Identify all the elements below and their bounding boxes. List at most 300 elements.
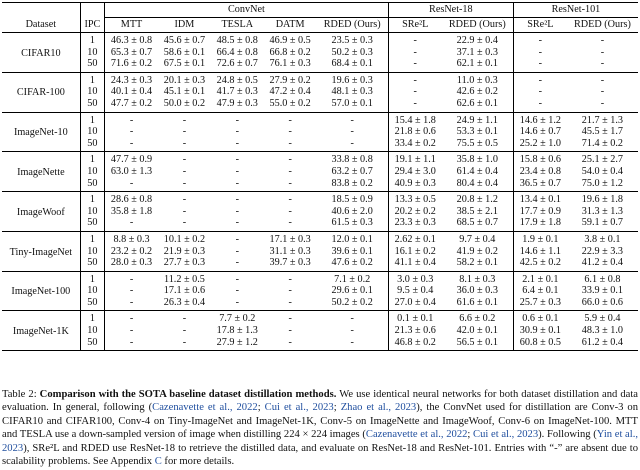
cell-rded-r18: 36.0 ± 0.3	[442, 285, 514, 297]
cell-idm: 17.1 ± 0.6	[163, 285, 206, 297]
dataset-name: ImageNette	[2, 152, 80, 192]
dataset-name: CIFAR-100	[2, 72, 80, 112]
ipc-value: 50	[80, 138, 104, 152]
cell-sre2l-r101: 14.6 ± 0.7	[519, 126, 561, 138]
cell-rded-r18: 9.7 ± 0.4	[442, 231, 514, 245]
ipc-value: 1	[80, 33, 104, 47]
cell-datm: -	[288, 296, 292, 308]
cell-rded-r18: 6.6 ± 0.2	[442, 311, 514, 325]
cell-rded-convnet: -	[317, 337, 389, 351]
table-caption	[2, 388, 638, 468]
cell-rded-convnet: 61.5 ± 0.3	[317, 217, 389, 231]
cell-sre2l-r18: 16.1 ± 0.2	[394, 245, 436, 257]
cell-rded-r18: 61.4 ± 0.4	[442, 166, 514, 178]
cell-sre2l-r18: 21.8 ± 0.6	[394, 126, 436, 138]
cell-datm: -	[288, 285, 292, 297]
cell-tesla: 48.5 ± 0.8	[216, 35, 258, 46]
cell-sre2l-r18: 19.1 ± 1.1	[394, 154, 436, 166]
ipc-value: 10	[80, 166, 104, 178]
cell-mtt: -	[129, 296, 134, 308]
cell-sre2l-r18: 46.8 ± 0.2	[394, 336, 436, 348]
table-row	[2, 166, 638, 178]
table-row	[2, 285, 638, 297]
citation-link[interactable]: Cazenavette et al., 2022	[152, 402, 258, 414]
cell-rded-r101: 45.5 ± 1.7	[581, 126, 624, 138]
cell-sre2l-r101: 23.4 ± 0.8	[519, 165, 561, 177]
cell-rded-convnet: 50.2 ± 0.2	[317, 297, 389, 311]
cell-rded-r101: 22.9 ± 3.3	[581, 245, 624, 257]
cell-sre2l-r18: 27.0 ± 0.4	[394, 296, 436, 308]
cell-idm: 50.0 ± 0.2	[163, 97, 206, 109]
cell-rded-convnet: 40.6 ± 2.0	[317, 206, 389, 218]
cell-rded-convnet: 18.5 ± 0.9	[317, 192, 389, 206]
table-column-header	[2, 18, 638, 33]
cell-rded-r101: 59.1 ± 0.7	[581, 217, 624, 229]
cell-rded-r18: 42.0 ± 0.1	[442, 325, 514, 337]
cell-sre2l-r18: 3.0 ± 0.3	[397, 273, 434, 285]
cell-rded-r18: 61.6 ± 0.1	[442, 297, 514, 311]
table-row	[2, 98, 638, 112]
cell-tesla: -	[235, 114, 239, 126]
caption-text: ), SRe²L and RDED use ResNet-18 to retrieve the distilled data, and evaluate on ResNet-18 and ResNet-101. Entries with “-” are absent due to scalability problems. See Appendix	[2, 442, 638, 468]
cell-tesla: -	[235, 126, 239, 138]
cell-datm: -	[288, 336, 292, 348]
header-rded-r101: RDED (Ours)	[573, 19, 631, 31]
cell-datm: -	[288, 126, 292, 138]
cell-idm: -	[182, 336, 187, 348]
ipc-value: 1	[80, 72, 104, 86]
table-body	[2, 33, 638, 351]
dataset-name: ImageNet-10	[2, 112, 80, 152]
dataset-name: Tiny-ImageNet	[2, 231, 80, 271]
caption-text: We use identical neural networks for both dataset distillation and data evaluation. In general, following (	[2, 389, 638, 414]
cell-tesla: -	[235, 217, 239, 229]
header-idm: IDM	[174, 19, 195, 31]
cell-sre2l-r101: 30.9 ± 0.1	[519, 325, 561, 337]
cell-mtt: -	[129, 273, 134, 285]
ipc-value: 50	[80, 297, 104, 311]
ipc-value: 10	[80, 206, 104, 218]
cell-sre2l-r18: -	[413, 35, 417, 46]
cell-mtt: 71.6 ± 0.2	[110, 58, 153, 70]
cell-idm: 21.9 ± 0.3	[163, 245, 206, 257]
cell-datm: -	[288, 177, 292, 189]
table-row	[2, 33, 638, 47]
cell-tesla: 47.9 ± 0.3	[216, 97, 258, 109]
table-row	[2, 311, 638, 325]
cell-tesla: 24.8 ± 0.5	[216, 74, 258, 86]
ipc-value: 50	[80, 178, 104, 192]
table-row	[2, 112, 638, 126]
table-row	[2, 138, 638, 152]
cell-rded-r18: 58.2 ± 0.1	[442, 257, 514, 271]
cell-sre2l-r101: 17.7 ± 0.9	[519, 205, 561, 217]
cell-datm: 27.9 ± 0.2	[269, 74, 311, 86]
cell-rded-r18: 20.8 ± 1.2	[442, 192, 514, 206]
table-row	[2, 152, 638, 166]
cell-sre2l-r18: 20.2 ± 0.2	[394, 205, 436, 217]
cell-sre2l-r101: -	[538, 35, 543, 46]
cell-rded-r18: 8.1 ± 0.3	[442, 271, 514, 285]
cell-sre2l-r101: -	[538, 74, 543, 86]
cell-tesla: -	[235, 285, 239, 297]
cell-rded-convnet: 19.6 ± 0.3	[317, 72, 389, 86]
cell-sre2l-r18: 21.3 ± 0.6	[394, 325, 436, 337]
ipc-value: 1	[80, 271, 104, 285]
cell-sre2l-r101: 42.5 ± 0.2	[519, 257, 561, 269]
header-rded-convnet: RDED (Ours)	[317, 18, 389, 33]
cell-rded-convnet: 39.6 ± 0.1	[317, 246, 389, 258]
header-dataset: Dataset	[2, 18, 80, 33]
cell-idm: -	[182, 217, 187, 229]
table-row	[2, 231, 638, 245]
cell-sre2l-r101: -	[538, 97, 543, 109]
cell-rded-r18: 24.9 ± 1.1	[442, 112, 514, 126]
cell-idm: 27.7 ± 0.3	[163, 257, 206, 269]
cell-mtt: -	[129, 325, 134, 337]
cell-idm: -	[182, 325, 187, 337]
header-sre2l-r18: SRe²L	[402, 19, 429, 31]
cell-rded-r18: 37.1 ± 0.3	[442, 47, 514, 59]
dataset-name: CIFAR10	[2, 33, 80, 73]
cell-rded-convnet: -	[317, 112, 389, 126]
caption-text: ;	[257, 402, 265, 414]
cell-rded-convnet: 47.6 ± 0.2	[317, 257, 389, 271]
cell-rded-r101: -	[600, 74, 605, 86]
table-row	[2, 271, 638, 285]
cell-datm: -	[288, 165, 292, 177]
cell-tesla: 72.6 ± 0.7	[216, 58, 258, 70]
cell-datm: -	[288, 137, 292, 149]
cell-tesla: 7.7 ± 0.2	[219, 313, 256, 325]
cell-idm: -	[182, 154, 187, 166]
cell-tesla: -	[235, 205, 239, 217]
table-row	[2, 337, 638, 351]
table-row	[2, 325, 638, 337]
dataset-name: ImageNet-100	[2, 271, 80, 311]
cell-sre2l-r101: 14.6 ± 1.2	[519, 114, 561, 126]
cell-tesla: -	[235, 154, 239, 166]
table-row	[2, 257, 638, 271]
cell-tesla: 17.8 ± 1.3	[216, 325, 258, 337]
cell-rded-r101: 31.3 ± 1.3	[581, 205, 624, 217]
cell-datm: 55.0 ± 0.2	[269, 97, 311, 109]
cell-tesla: -	[235, 296, 239, 308]
cell-rded-r101: 54.0 ± 0.4	[581, 165, 624, 177]
cell-sre2l-r18: -	[413, 97, 417, 109]
cell-mtt: 28.0 ± 0.3	[110, 257, 153, 269]
cell-rded-r18: 80.4 ± 0.4	[442, 178, 514, 192]
ipc-value: 10	[80, 325, 104, 337]
cell-rded-convnet: 50.2 ± 0.3	[317, 47, 389, 59]
cell-mtt: -	[129, 336, 134, 348]
cell-rded-convnet: -	[317, 325, 389, 337]
cell-rded-convnet: 57.0 ± 0.1	[317, 98, 389, 112]
caption-text: ;	[467, 429, 474, 441]
table-row	[2, 178, 638, 192]
cell-sre2l-r101: 0.6 ± 0.1	[522, 313, 559, 325]
cell-sre2l-r18: -	[413, 74, 417, 86]
cell-rded-r101: 75.0 ± 1.2	[581, 177, 624, 189]
cell-idm: -	[182, 114, 187, 126]
cell-sre2l-r18: 13.3 ± 0.5	[394, 194, 436, 206]
cell-mtt: 47.7 ± 0.2	[110, 97, 153, 109]
cell-rded-convnet: 68.4 ± 0.1	[317, 58, 389, 72]
citation-link[interactable]: Yin et al., 2023	[2, 429, 639, 454]
cell-rded-r18: 62.1 ± 0.1	[442, 58, 514, 72]
cell-tesla: -	[235, 165, 239, 177]
cell-idm: 26.3 ± 0.4	[163, 296, 206, 308]
cell-datm: -	[288, 217, 292, 229]
cell-mtt: -	[129, 217, 134, 229]
cell-rded-r101: 66.0 ± 0.6	[581, 296, 624, 308]
header-ipc: IPC	[80, 18, 104, 33]
ipc-value: 50	[80, 98, 104, 112]
cell-sre2l-r18: 40.9 ± 0.3	[394, 177, 436, 189]
header-rded-r18: RDED (Ours)	[442, 18, 514, 33]
cell-datm: 66.8 ± 0.2	[269, 46, 311, 58]
header-mtt: MTT	[120, 19, 143, 31]
cell-tesla: 27.9 ± 1.2	[216, 336, 258, 348]
ipc-value: 10	[80, 285, 104, 297]
cell-sre2l-r18: -	[413, 46, 417, 58]
table-row	[2, 206, 638, 218]
cell-datm: -	[288, 194, 292, 206]
cell-sre2l-r18: 41.1 ± 0.4	[394, 257, 436, 269]
cell-rded-r101: -	[600, 97, 605, 109]
cell-mtt: 46.3 ± 0.8	[110, 35, 153, 46]
ipc-value: 10	[80, 86, 104, 98]
cell-rded-r18: 42.6 ± 0.2	[442, 86, 514, 98]
cell-idm: 20.1 ± 0.3	[163, 74, 206, 86]
cell-rded-r18: 75.5 ± 0.5	[442, 138, 514, 152]
citation-link[interactable]: Zhao et al., 2023	[340, 402, 417, 414]
cell-tesla: -	[235, 137, 239, 149]
cell-sre2l-r18: 33.4 ± 0.2	[394, 137, 436, 149]
cell-datm: 17.1 ± 0.3	[269, 233, 311, 245]
ipc-value: 10	[80, 126, 104, 138]
cell-rded-r18: 53.3 ± 0.1	[442, 126, 514, 138]
cell-rded-r101: 19.6 ± 1.8	[581, 194, 624, 206]
cell-sre2l-r101: 60.8 ± 0.5	[519, 336, 561, 348]
table-group-header	[2, 3, 638, 18]
cell-mtt: 24.3 ± 0.3	[110, 74, 153, 86]
appendix-link[interactable]: C	[154, 456, 162, 468]
cell-rded-r101: -	[600, 58, 605, 70]
cell-tesla: -	[235, 177, 239, 189]
cell-sre2l-r101: -	[538, 86, 543, 98]
ipc-value: 50	[80, 257, 104, 271]
ipc-value: 1	[80, 231, 104, 245]
ipc-value: 10	[80, 47, 104, 59]
cell-datm: -	[288, 205, 292, 217]
cell-rded-r101: 5.9 ± 0.4	[584, 313, 621, 325]
cell-mtt: 40.1 ± 0.4	[110, 86, 153, 98]
cell-mtt: 63.0 ± 1.3	[110, 165, 153, 177]
cell-rded-r101: 3.8 ± 0.1	[584, 233, 621, 245]
cell-rded-convnet: 7.1 ± 0.2	[317, 271, 389, 285]
caption-text: ), the ConvNet used for distillation are Conv-3 on CIFAR10 and CIFAR100, Conv-4 on Tiny-ImageNet and ImageNet-1K, Conv-5 on ImageNette and ImageWoof, Conv-6 on ImageNet-100. MTT and TESLA use a down-sampled version of image when distilling 224 × 224 images (	[2, 402, 639, 441]
cell-rded-convnet: 48.1 ± 0.3	[317, 86, 389, 98]
cell-datm: 31.1 ± 0.3	[269, 245, 311, 257]
ipc-value: 50	[80, 58, 104, 72]
cell-sre2l-r18: 9.5 ± 0.4	[397, 285, 434, 297]
ipc-value: 1	[80, 192, 104, 206]
table-row	[2, 58, 638, 72]
cell-idm: -	[182, 313, 187, 325]
cell-tesla: 41.7 ± 0.3	[216, 86, 258, 98]
cell-sre2l-r101: 1.9 ± 0.1	[522, 233, 559, 245]
cell-sre2l-r101: 25.2 ± 1.0	[519, 137, 561, 149]
cell-sre2l-r101: 17.9 ± 1.8	[519, 217, 561, 229]
cell-mtt: -	[129, 313, 134, 325]
header-datm: DATM	[275, 19, 305, 31]
ipc-value: 1	[80, 152, 104, 166]
cell-rded-r101: -	[600, 46, 605, 58]
cell-idm: -	[182, 126, 187, 138]
caption-text: for more details.	[161, 456, 235, 468]
cell-mtt: -	[129, 126, 134, 138]
cell-rded-r101: 61.2 ± 0.4	[581, 336, 624, 348]
cell-datm: -	[288, 114, 292, 126]
table-row	[2, 47, 638, 59]
ipc-value: 50	[80, 337, 104, 351]
ipc-value: 1	[80, 112, 104, 126]
cell-rded-convnet: 33.8 ± 0.8	[317, 152, 389, 166]
cell-sre2l-r18: 29.4 ± 3.0	[394, 165, 436, 177]
cell-datm: -	[288, 313, 292, 325]
dataset-name: ImageNet-1K	[2, 311, 80, 351]
cell-mtt: 47.7 ± 0.9	[110, 154, 153, 166]
cell-rded-convnet: -	[317, 138, 389, 152]
cell-rded-convnet: 23.5 ± 0.3	[317, 33, 389, 47]
cell-mtt: 35.8 ± 1.8	[110, 205, 153, 217]
cell-rded-r101: 41.2 ± 0.4	[581, 257, 624, 269]
cell-sre2l-r18: 15.4 ± 1.8	[394, 114, 436, 126]
cell-sre2l-r18: -	[413, 86, 417, 98]
cell-idm: 10.1 ± 0.2	[163, 233, 206, 245]
citation-link[interactable]: Cui et al., 2023	[473, 429, 539, 441]
cell-mtt: -	[129, 285, 134, 297]
cell-rded-r18: 38.5 ± 2.1	[442, 206, 514, 218]
group-convnet: ConvNet	[105, 3, 389, 18]
table-row	[2, 192, 638, 206]
cell-sre2l-r101: 2.1 ± 0.1	[522, 273, 559, 285]
cell-mtt: 8.8 ± 0.3	[113, 233, 150, 245]
cell-datm: -	[288, 273, 292, 285]
cell-idm: -	[182, 194, 187, 206]
cell-datm: 46.9 ± 0.5	[269, 35, 311, 46]
table-row	[2, 297, 638, 311]
cell-mtt: 65.3 ± 0.7	[110, 46, 153, 58]
cell-rded-convnet: 29.6 ± 0.1	[317, 285, 389, 297]
caption-label: Table 2:	[2, 389, 37, 400]
cell-datm: 76.1 ± 0.3	[269, 58, 311, 70]
cell-rded-r101: -	[600, 86, 605, 98]
caption-text: ). Following (	[538, 429, 597, 441]
cell-mtt: 28.6 ± 0.8	[110, 194, 153, 206]
table-row	[2, 246, 638, 258]
cell-datm: 39.7 ± 0.3	[269, 257, 311, 269]
cell-rded-r18: 22.9 ± 0.4	[442, 33, 514, 47]
header-tesla: TESLA	[221, 19, 254, 31]
table-row	[2, 86, 638, 98]
cell-sre2l-r18: 2.62 ± 0.1	[394, 233, 436, 245]
cell-sre2l-r101: 36.5 ± 0.7	[519, 177, 561, 189]
results-table	[2, 2, 638, 351]
cell-rded-r101: 21.7 ± 1.3	[581, 114, 624, 126]
cell-idm: 45.6 ± 0.7	[163, 35, 206, 46]
cell-tesla: -	[235, 194, 239, 206]
cell-rded-convnet: -	[317, 311, 389, 325]
cell-tesla: -	[235, 273, 239, 285]
cell-rded-r101: 25.1 ± 2.7	[581, 154, 624, 166]
cell-idm: -	[182, 165, 187, 177]
cell-rded-convnet: -	[317, 126, 389, 138]
citation-link[interactable]: Cazenavette et al., 2022	[365, 429, 468, 441]
cell-rded-r18: 41.9 ± 0.2	[442, 246, 514, 258]
cell-mtt: -	[129, 114, 134, 126]
cell-mtt: -	[129, 177, 134, 189]
cell-mtt: 23.2 ± 0.2	[110, 245, 153, 257]
cell-rded-r101: 6.1 ± 0.8	[584, 273, 621, 285]
cell-sre2l-r18: 23.3 ± 0.3	[394, 217, 436, 229]
header-sre2l-r101: SRe²L	[527, 19, 554, 31]
cell-sre2l-r101: 25.7 ± 0.3	[519, 296, 561, 308]
cell-rded-convnet: 83.8 ± 0.2	[317, 178, 389, 192]
group-resnet18: ResNet-18	[388, 3, 513, 18]
cell-sre2l-r101: 6.4 ± 0.1	[522, 285, 559, 297]
cell-rded-r18: 68.5 ± 0.7	[442, 217, 514, 231]
cell-idm: -	[182, 205, 187, 217]
cell-idm: 67.5 ± 0.1	[163, 58, 206, 70]
cell-sre2l-r18: 0.1 ± 0.1	[397, 313, 434, 325]
cell-rded-r18: 62.6 ± 0.1	[442, 98, 514, 112]
group-resnet101: ResNet-101	[513, 3, 638, 18]
ipc-value: 1	[80, 311, 104, 325]
cell-tesla: -	[235, 257, 239, 269]
cell-datm: -	[288, 154, 292, 166]
ipc-value: 10	[80, 246, 104, 258]
cell-idm: 11.2 ± 0.5	[163, 273, 205, 285]
cell-sre2l-r101: 13.4 ± 0.1	[519, 194, 561, 206]
cell-idm: -	[182, 177, 187, 189]
cell-rded-r18: 35.8 ± 1.0	[442, 152, 514, 166]
cell-idm: 58.6 ± 0.1	[163, 46, 206, 58]
table-row	[2, 217, 638, 231]
dataset-name: ImageWoof	[2, 192, 80, 232]
cell-rded-convnet: 12.0 ± 0.1	[317, 231, 389, 245]
cell-rded-r101: 48.3 ± 1.0	[581, 325, 624, 337]
cell-sre2l-r18: -	[413, 58, 417, 70]
cell-sre2l-r101: -	[538, 46, 543, 58]
caption-title: Comparison with the SOTA baseline dataset distillation methods.	[39, 389, 337, 400]
cell-mtt: -	[129, 137, 134, 149]
cell-rded-r101: -	[600, 35, 605, 46]
table-row	[2, 126, 638, 138]
cell-tesla: -	[235, 245, 239, 257]
cell-datm: 47.2 ± 0.4	[269, 86, 311, 98]
cell-sre2l-r101: 15.8 ± 0.6	[519, 154, 561, 166]
cell-rded-r101: 71.4 ± 0.2	[581, 137, 624, 149]
cell-sre2l-r101: -	[538, 58, 543, 70]
cell-idm: 45.1 ± 0.1	[163, 86, 206, 98]
caption-text: ;	[333, 402, 341, 414]
citation-link[interactable]: Cui et al., 2023	[264, 402, 334, 414]
header-blank	[80, 3, 104, 18]
cell-tesla: 66.4 ± 0.8	[216, 46, 258, 58]
cell-rded-r101: 33.9 ± 0.1	[581, 285, 624, 297]
